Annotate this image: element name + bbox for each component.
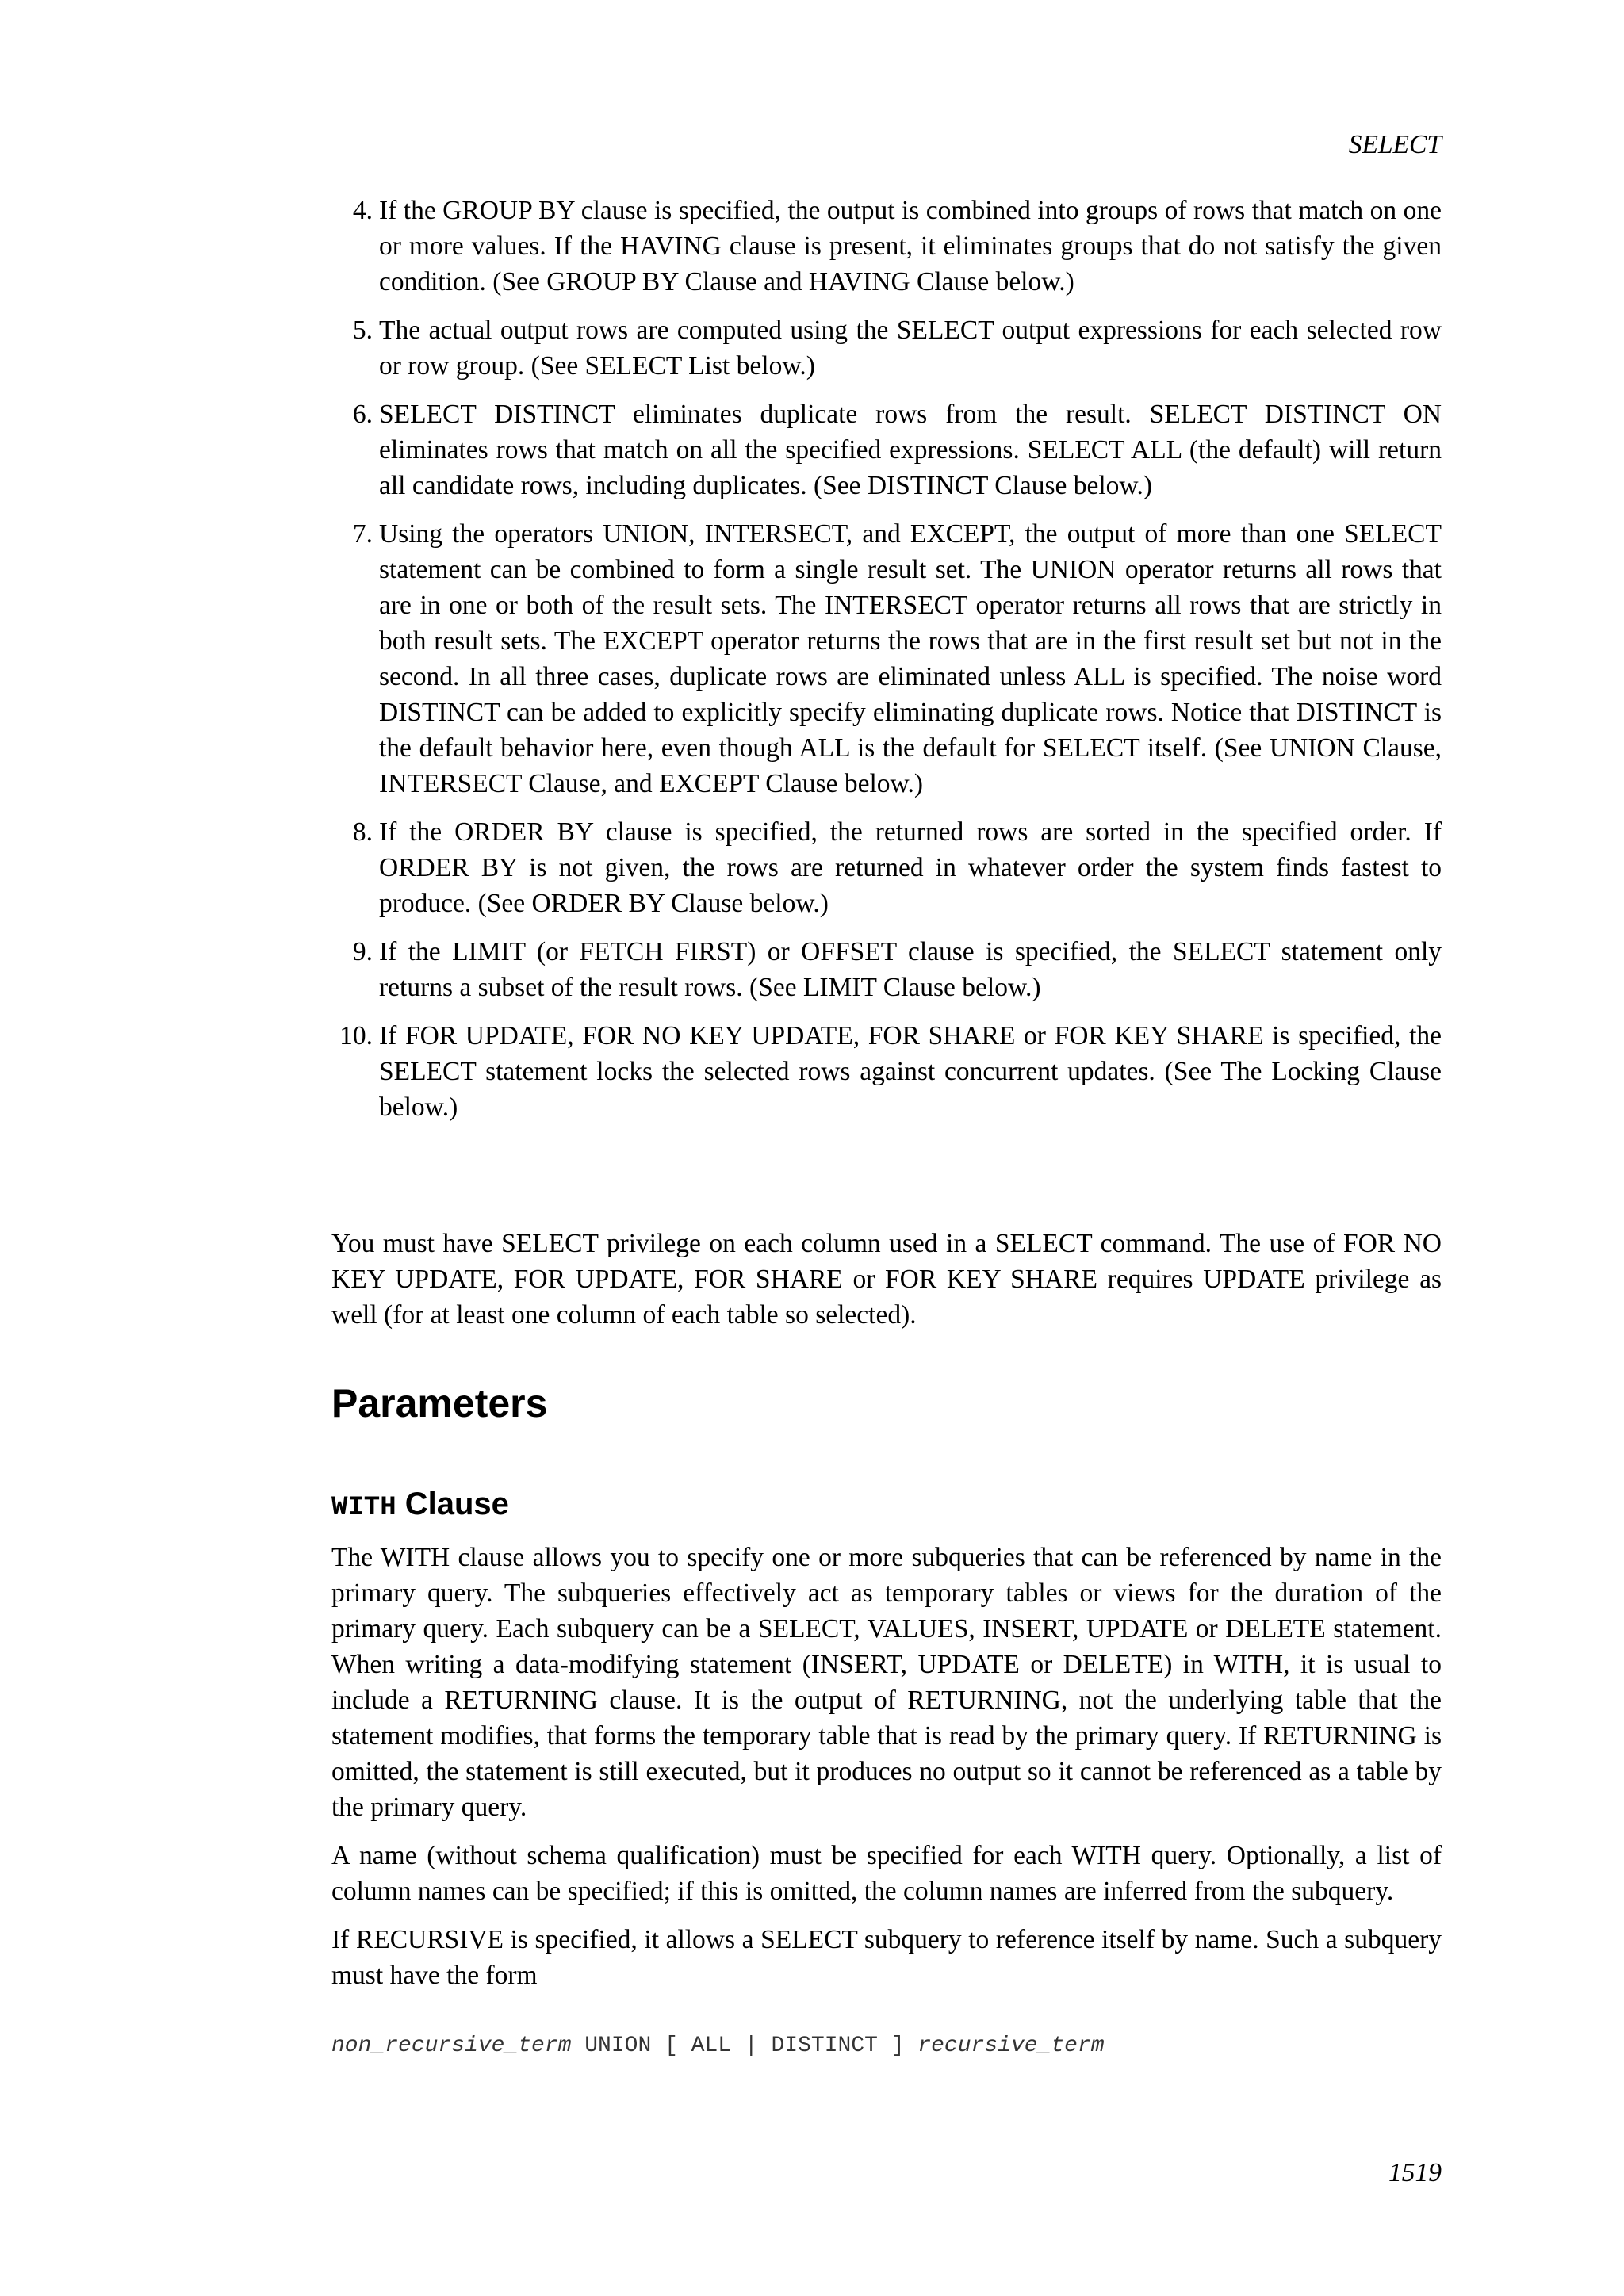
- list-item-number: 7.: [352, 519, 373, 549]
- list-item-number: 6.: [352, 400, 373, 429]
- list-item-text: If the LIMIT (or FETCH FIRST) or OFFSET clause is specified, the SELECT statement only returns a subset of the result rows. (See LIMIT Clause below.): [379, 937, 1442, 1002]
- list-item-number: 5.: [352, 316, 373, 345]
- heading-keyword: WITH: [331, 1493, 396, 1523]
- list-item-text: Using the operators UNION, INTERSECT, and EXCEPT, the output of more than one SELECT statement can be combined to form a single result set. The UNION operator returns all rows that are in one or both of the result sets. The INTERSECT operator returns all rows that are strictly in both result sets. The EXCEPT operator returns the rows that are in the first result set but not in the second. In all three cases, duplicate rows are eliminated unless ALL is specified. The noise word DISTINCT can be added to explicitly specify eliminating duplicate rows. Notice that DISTINCT is the default behavior here, even though ALL is the default for SELECT itself. (See UNION Clause, INTERSECT Clause, and EXCEPT Clause below.): [379, 519, 1442, 798]
- list-item-number: 10.: [339, 1021, 373, 1050]
- with-clause-body: [331, 1540, 1442, 2006]
- running-header: SELECT: [1348, 130, 1442, 159]
- list-item-number: 4.: [352, 196, 373, 225]
- code-term-nonrecursive: non_recursive_term: [331, 2034, 572, 2058]
- list-item-text: The actual output rows are computed using the SELECT output expressions for each selected row or row group. (See SELECT List below.): [379, 316, 1442, 381]
- code-example: [331, 2028, 1105, 2064]
- list-item: [331, 516, 1442, 802]
- list-item: [331, 814, 1442, 921]
- code-union-syntax: UNION [ ALL | DISTINCT ]: [571, 2034, 918, 2058]
- heading-suffix: Clause: [396, 1487, 509, 1521]
- list-item-text: SELECT DISTINCT eliminates duplicate rows from the result. SELECT DISTINCT ON eliminates rows that match on all the specified expressions. SELECT ALL (the default) will return all candidate rows, including duplicates. (See DISTINCT Clause below.): [379, 400, 1442, 500]
- list-item: [331, 312, 1442, 384]
- section-heading-parameters: Parameters: [331, 1381, 548, 1425]
- list-item-text: If FOR UPDATE, FOR NO KEY UPDATE, FOR SHARE or FOR KEY SHARE is specified, the SELECT statement locks the selected rows against concurrent updates. (See The Locking Clause below.): [379, 1021, 1442, 1122]
- privileges-paragraph: You must have SELECT privilege on each column used in a SELECT command. The use of FOR NO KEY UPDATE, FOR UPDATE, FOR SHARE or FOR KEY SHARE requires UPDATE privilege as well (for at least one column of each table so selected).: [331, 1228, 1442, 1330]
- page-number: 1519: [1388, 2158, 1442, 2187]
- list-item-number: 9.: [352, 937, 373, 966]
- paragraph: If RECURSIVE is specified, it allows a SELECT subquery to reference itself by name. Such a subquery must have the form: [331, 1925, 1442, 1990]
- paragraph: The WITH clause allows you to specify one or more subqueries that can be referenced by name in the primary query. The subqueries effectively act as temporary tables or views for the duration of the primary query. Each subquery can be a SELECT, VALUES, INSERT, UPDATE or DELETE statement. When writing a data-modifying statement (INSERT, UPDATE or DELETE) in WITH, it is usual to include a RETURNING clause. It is the output of RETURNING, not the underlying table that the statement modifies, that forms the temporary table that is read by the primary query. If RETURNING is omitted, the statement is still executed, but it produces no output so it cannot be referenced as a table by the primary query.: [331, 1543, 1442, 1822]
- list-item: [331, 1018, 1442, 1125]
- code-term-recursive: recursive_term: [917, 2034, 1105, 2058]
- list-item: [331, 396, 1442, 503]
- list-item-number: 8.: [352, 817, 373, 847]
- list-item-text: If the GROUP BY clause is specified, the output is combined into groups of rows that match on one or more values. If the HAVING clause is present, it eliminates groups that do not satisfy the given condition. (See GROUP BY Clause and HAVING Clause below.): [379, 196, 1442, 297]
- paragraph: A name (without schema qualification) must be specified for each WITH query. Optionally, a list of column names can be specified; if this is omitted, the column names are inferred from the subquery.: [331, 1841, 1442, 1906]
- processing-steps-list: [331, 193, 1442, 1138]
- list-item: [331, 193, 1442, 300]
- list-item: [331, 934, 1442, 1005]
- subsection-heading-with-clause: [331, 1484, 509, 1528]
- list-item-text: If the ORDER BY clause is specified, the returned rows are sorted in the specified order. If ORDER BY is not given, the rows are returned in whatever order the system finds fastest to produce. (See ORDER BY Clause below.): [379, 817, 1442, 918]
